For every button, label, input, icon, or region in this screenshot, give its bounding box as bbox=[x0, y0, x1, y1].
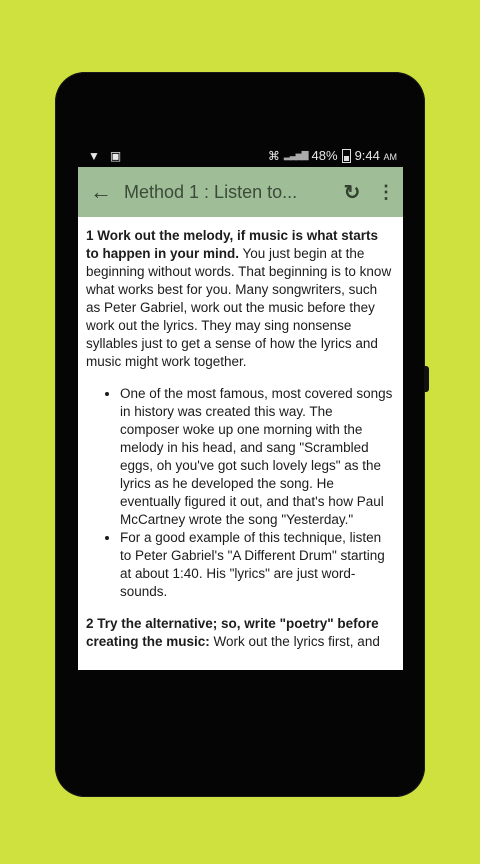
wifi-icon: ⌘ bbox=[267, 148, 280, 163]
image-notification-icon: ▣ bbox=[109, 149, 122, 163]
back-arrow-icon[interactable]: ← bbox=[90, 179, 112, 204]
section-1-body: You just begin at the beginning without words. That beginning is to know what works best for you. Many songwriters, such as Peter Gabriel, work out the music before they work out the lyrics. They may sing nonsense syllables just to get a sense of how the lyrics and music might work together. bbox=[86, 246, 392, 369]
section-2-body: Work out the lyrics first, and bbox=[209, 634, 380, 649]
status-bar bbox=[78, 145, 403, 167]
section-1-heading: 1 Work out the melody, if music is what starts to happen in your mind. bbox=[86, 228, 379, 261]
phone-side-button bbox=[424, 366, 429, 392]
section-2-heading: 2 Try the alternative; so, write "poetry" before creating the music: bbox=[86, 616, 379, 649]
section-2 bbox=[86, 615, 393, 651]
shield-notification-icon: ▼ bbox=[88, 149, 100, 163]
bullet-list bbox=[86, 385, 393, 601]
battery-percentage: 48% bbox=[311, 148, 338, 163]
clock: 9:44 AM bbox=[354, 148, 397, 163]
list-item: • For a good example of this technique, listen to Peter Gabriel's "A Different Drum" starting at about 1:40. His "lyrics" are just word-sounds. bbox=[120, 529, 393, 601]
battery-icon bbox=[342, 149, 351, 163]
refresh-icon[interactable]: ↻ bbox=[343, 181, 361, 204]
list-item: • One of the most famous, most covered songs in history was created this way. The composer woke up one morning with the melody in his head, and sang "Scrambled eggs, oh you've got such lovely legs" as the lyrics as he developed the song. He eventually figured it out, and that's how Paul McCartney wrote the song "Yesterday." bbox=[120, 385, 393, 529]
article-content[interactable] bbox=[78, 217, 403, 670]
app-toolbar bbox=[78, 167, 403, 217]
more-vert-icon[interactable]: ⋮ bbox=[377, 181, 395, 202]
signal-icon: ▂▃▅▇ bbox=[283, 150, 308, 160]
section-1 bbox=[86, 227, 393, 371]
page-title: Method 1 : Listen to... bbox=[124, 181, 298, 202]
